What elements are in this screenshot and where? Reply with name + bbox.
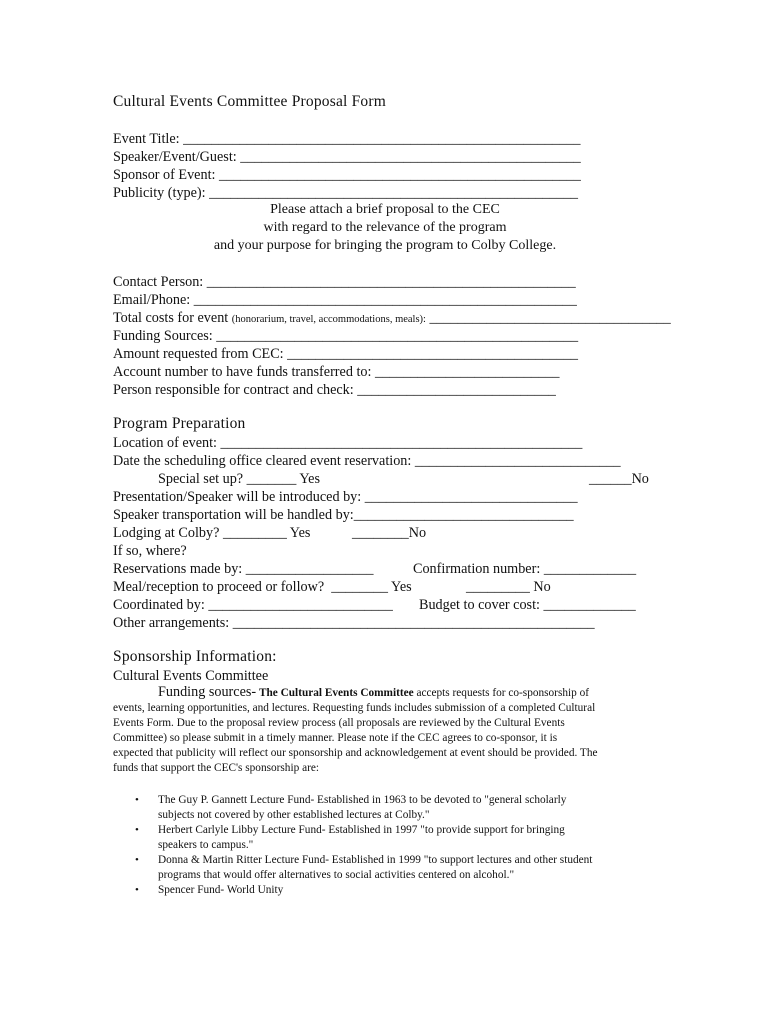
introduced-by-field[interactable]: Presentation/Speaker will be introduced by: ______________________________ [113,489,578,505]
program-preparation-heading: Program Preparation [113,415,246,432]
funds-list [113,793,653,898]
funding-sources-field[interactable]: Funding Sources: ___________________________________________________ [113,328,579,344]
speaker-field[interactable]: Speaker/Event/Guest: ________________________________________________ [113,149,581,165]
scheduling-date-field[interactable]: Date the scheduling office cleared event reservation: _____________________________ [113,453,621,469]
other-arrangements-field[interactable]: Other arrangements: ___________________________________________________ [113,615,595,631]
transportation-field[interactable]: Speaker transportation will be handled by:_______________________________ [113,507,574,523]
bullet-icon: • [135,794,139,806]
fund-line: Donna & Martin Ritter Lecture Fund- Established in 1999 "to support lectures and other student [158,854,593,866]
if-so-where-label: If so, where? [113,543,187,559]
meal-reception-yes[interactable]: Meal/reception to proceed or follow? ________ Yes [113,579,412,595]
total-costs-field[interactable] [113,309,671,329]
total-costs-label: Total costs for event [113,310,229,326]
list-item [113,823,653,853]
committee-name-bold: The Cultural Events Committee [258,687,414,699]
special-setup-yes[interactable]: Special set up? _______ Yes [158,471,320,487]
contact-person-field[interactable]: Contact Person: ____________________________________________________ [113,274,576,290]
fund-line: programs that would offer alternatives to social activities centered on alcohol." [158,869,515,881]
fund-line: The Guy P. Gannett Lecture Fund- Established in 1963 to be devoted to "general scholarly [158,794,567,806]
bullet-icon: • [135,854,139,866]
list-item [113,883,653,898]
publicity-field[interactable]: Publicity (type): ____________________________________________________ [113,185,579,201]
list-item [113,853,653,883]
fund-line: subjects not covered by other established lectures at Colby." [158,809,430,821]
fund-line: speakers to campus." [158,839,254,851]
form-title: Cultural Events Committee Proposal Form [113,93,387,110]
paragraph-line: Committee) so please submit in a timely manner. Please note if the CEC agrees to co-sponsor, it is [113,732,558,744]
paragraph-line: Events Form. Due to the proposal review process (all proposals are reviewed by the Cultural Events [113,717,565,729]
email-phone-field[interactable]: Email/Phone: ______________________________________________________ [113,292,577,308]
event-title-field[interactable]: Event Title: ________________________________________________________ [113,131,581,147]
sponsor-field[interactable]: Sponsor of Event: ___________________________________________________ [113,167,581,183]
list-item [113,793,653,823]
paragraph-line: funds that support the CEC's sponsorship are: [113,762,319,774]
attach-note-line-3: and your purpose for bringing the program to Colby College. [213,238,557,253]
committee-label: Cultural Events Committee [113,668,269,684]
meal-reception-no[interactable]: _________ No [466,579,551,595]
total-costs-blank[interactable]: __________________________________ [425,310,671,326]
paragraph-line: events, learning opportunities, and lectures. Requesting funds includes submission of a completed Cultural [113,702,596,714]
bullet-icon: • [135,884,139,896]
sponsorship-heading: Sponsorship Information: [113,648,277,665]
coordinated-by-field[interactable]: Coordinated by: __________________________ [113,597,393,613]
total-costs-note: (honorarium, travel, accommodations, meals): [231,314,426,325]
paragraph-line: expected that publicity will reflect our sponsorship and acknowledgement at event should be provided. The [113,747,598,759]
person-responsible-field[interactable]: Person responsible for contract and check: ____________________________ [113,382,556,398]
attach-note-line-2: with regard to the relevance of the program [263,220,507,235]
special-setup-no[interactable]: ______No [589,471,649,487]
reservations-made-by-field[interactable]: Reservations made by: __________________ [113,561,374,577]
attach-note-line-1: Please attach a brief proposal to the CEC [270,202,500,217]
account-number-field[interactable]: Account number to have funds transferred to: __________________________ [113,364,560,380]
budget-field[interactable]: Budget to cover cost: _____________ [419,597,636,613]
funding-sources-lead: Funding sources- [158,684,257,700]
fund-line: Herbert Carlyle Libby Lecture Fund- Established in 1997 "to provide support for bringing [158,824,565,836]
amount-requested-field[interactable]: Amount requested from CEC: _________________________________________ [113,346,579,362]
fund-line: Spencer Fund- World Unity [158,884,284,896]
bullet-icon: • [135,824,139,836]
confirmation-number-field[interactable]: Confirmation number: _____________ [413,561,637,577]
lodging-no[interactable]: ________No [352,525,427,541]
location-field[interactable]: Location of event: ___________________________________________________ [113,435,583,451]
lodging-yes[interactable]: Lodging at Colby? _________ Yes [113,525,311,541]
sponsorship-paragraph [113,685,653,776]
paragraph-line: accepts requests for co-sponsorship of [413,687,590,699]
